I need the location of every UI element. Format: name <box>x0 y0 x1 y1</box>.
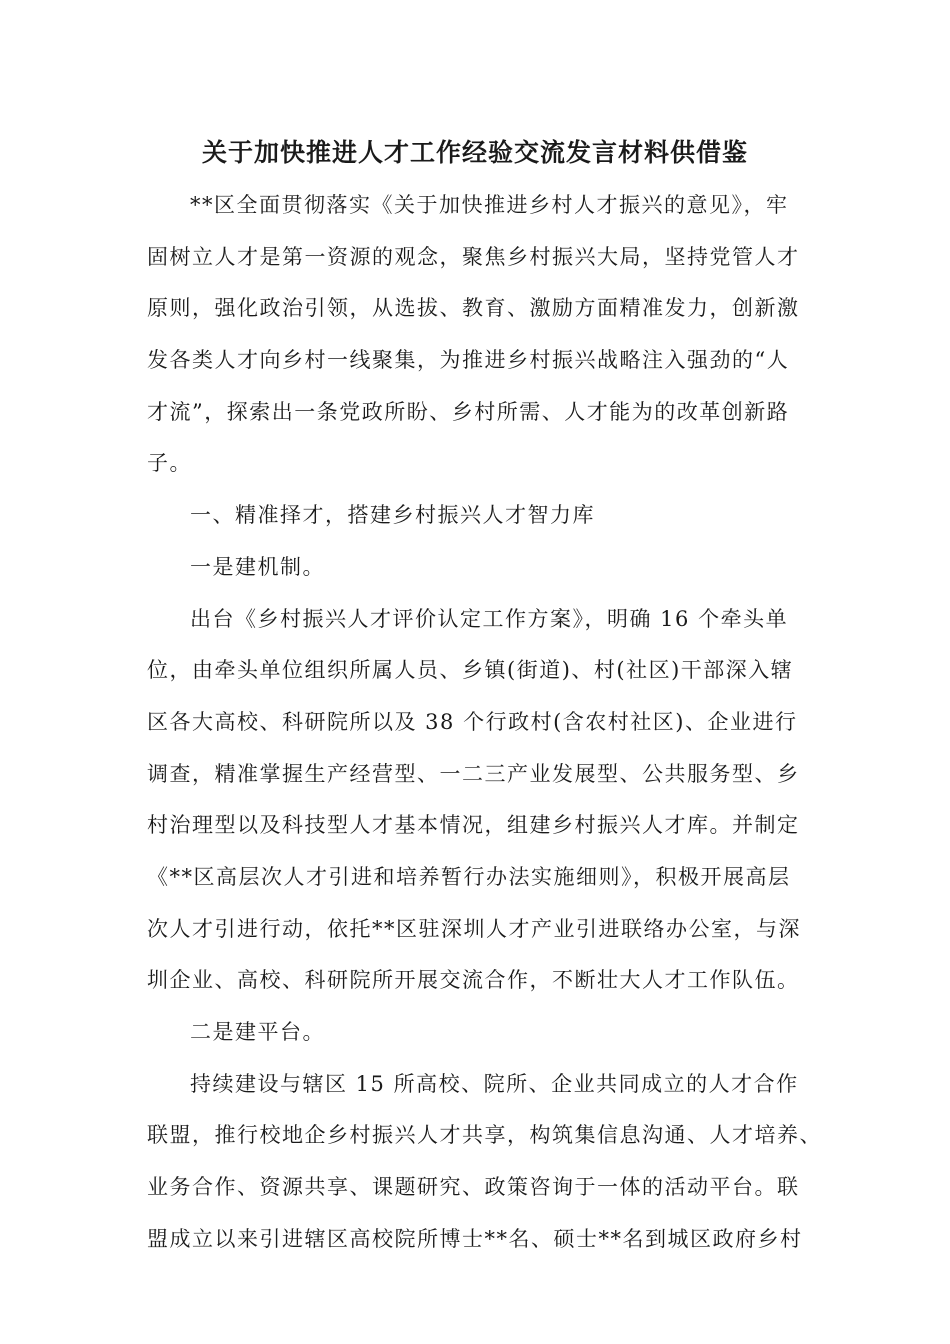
paragraph-line: 业务合作、资源共享、课题研究、政策咨询于一体的活动平台。联 <box>147 1175 800 1200</box>
paragraph-line: 出台《乡村振兴人才评价认定工作方案》，明确 16 个牵头单 <box>190 606 789 631</box>
document-body <box>147 180 822 1265</box>
paragraph-line: 发各类人才向乡村一线聚集，为推进乡村振兴战略注入强劲的“人 <box>147 348 790 373</box>
paragraph-line: **区全面贯彻落实《关于加快推进乡村人才振兴的意见》，牢 <box>190 193 789 217</box>
paragraph-line: 圳企业、高校、科研院所开展交流合作，不断壮大人才工作队伍。 <box>147 968 800 993</box>
paragraph-line: 村治理型以及科技型人才基本情况，组建乡村振兴人才库。并制定 <box>147 813 800 838</box>
paragraph-line: 持续建设与辖区 15 所高校、院所、企业共同成立的人才合作 <box>190 1071 799 1096</box>
document-title: 关于加快推进人才工作经验交流发言材料供借鉴 <box>201 138 748 167</box>
paragraph-line: 子。 <box>147 451 192 476</box>
paragraph-line: 固树立人才是第一资源的观念，聚焦乡村振兴大局，坚持党管人才 <box>147 244 800 269</box>
section-heading: 一、精准择才，搭建乡村振兴人才智力库 <box>190 503 595 528</box>
paragraph-line: 原则，强化政治引领，从选拔、教育、激励方面精准发力，创新激 <box>147 296 800 321</box>
paragraph-line: 盟成立以来引进辖区高校院所博士**名、硕士**名到城区政府乡村 <box>147 1226 803 1251</box>
subsection-heading: 一是建机制。 <box>190 554 325 579</box>
paragraph-line: 位，由牵头单位组织所属人员、乡镇(街道)、村(社区)干部深入辖 <box>147 658 794 683</box>
paragraph-line: 次人才引进行动，依托**区驻深圳人才产业引进联络办公室，与深 <box>147 916 801 941</box>
paragraph-line: 才流”，探索出一条党政所盼、乡村所需、人才能为的改革创新路 <box>147 399 790 424</box>
subsection-heading: 二是建平台。 <box>190 1020 325 1044</box>
paragraph-line: 《**区高层次人才引进和培养暂行办法实施细则》，积极开展高层 <box>147 864 791 889</box>
paragraph-line: 联盟，推行校地企乡村振兴人才共享，构筑集信息沟通、人才培养、 <box>147 1123 822 1148</box>
paragraph-line: 区各大高校、科研院所以及 38 个行政村(含农村社区)、企业进行 <box>147 709 798 734</box>
paragraph-line: 调查，精准掌握生产经营型、一二三产业发展型、公共服务型、乡 <box>147 761 800 786</box>
